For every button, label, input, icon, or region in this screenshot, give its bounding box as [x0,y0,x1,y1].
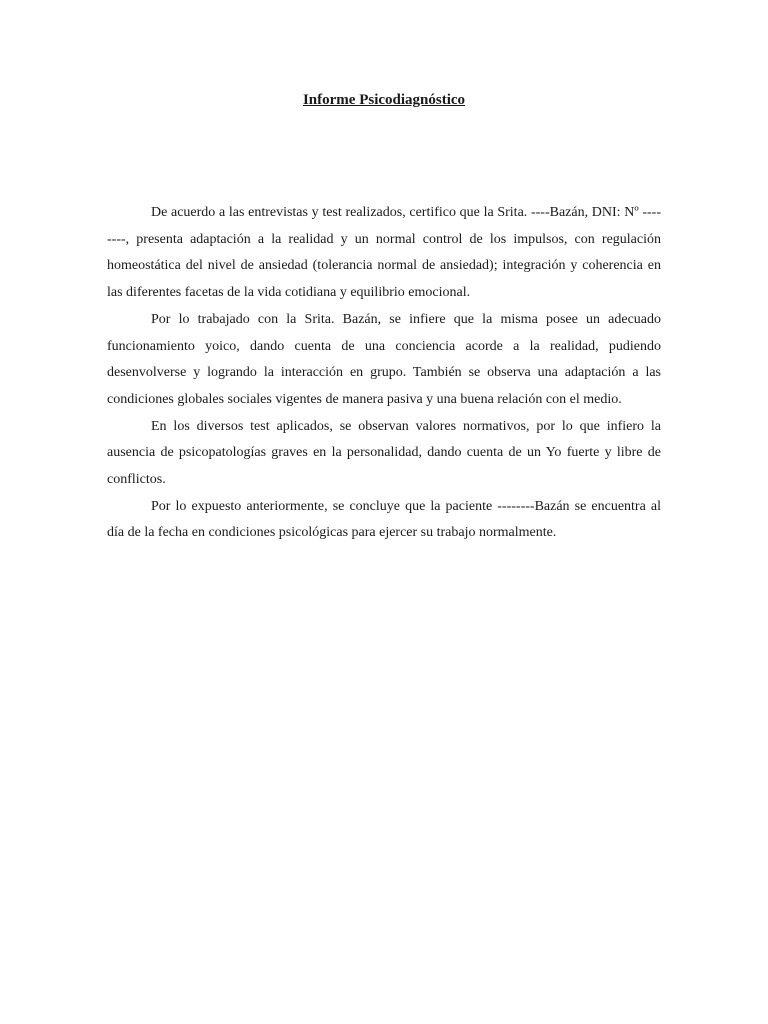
paragraph-3: En los diversos test aplicados, se observan valores normativos, por lo que infiero la ausencia de psicopatologías graves en la personalidad, dando cuenta de un Yo fuerte y libre de conflictos. [107,418,661,488]
paragraph-4: Por lo expuesto anteriormente, se concluye que la paciente --------Bazán se encuentra al día de la fecha en condiciones psicológicas para ejercer su trabajo normalmente. [107,498,661,541]
paragraph-1: De acuerdo a las entrevistas y test realizados, certifico que la Srita. ----Bazán, DNI: Nº --------, presenta adaptación a la realidad y un normal control de los impulsos, con regulación homeostática del nivel de ansiedad (tolerancia normal de ansiedad); integración y coherencia en las diferentes facetas de la vida cotidiana y equilibrio emocional. [107,205,661,301]
document-title: Informe Psicodiagnóstico [302,92,466,108]
paragraph-2: Por lo trabajado con la Srita. Bazán, se infiere que la misma posee un adecuado funcionamiento yoico, dando cuenta de una conciencia acorde a la realidad, pudiendo desenvolverse y logrando la interacción en grupo. También se observa una adaptación a las condiciones globales sociales vigentes de manera pasiva y una buena relación con el medio. [107,311,661,407]
document-body [107,200,661,547]
